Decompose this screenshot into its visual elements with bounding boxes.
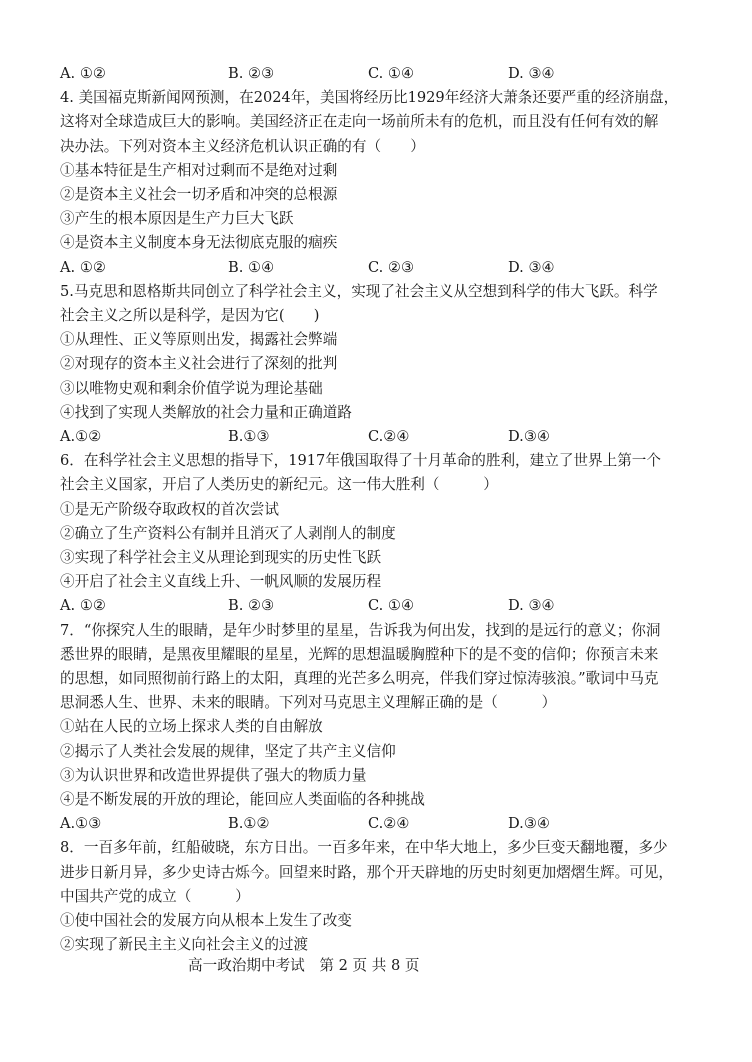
- option-a: A.①③: [60, 815, 102, 833]
- statement-item: ②对现存的资本主义社会进行了深刻的批判: [60, 355, 338, 373]
- statement-item: ①站在人民的立场上探求人类的自由解放: [60, 718, 323, 736]
- question-stem-line: 5.马克思和恩格斯共同创立了科学社会主义，实现了社会主义从空想到科学的伟大飞跃。科学: [60, 282, 658, 300]
- options-row: [60, 594, 710, 618]
- statement-item: ②实现了新民主主义向社会主义的过渡: [60, 936, 309, 954]
- footer-text: 高一政治期中考试 第 2 页 共 8 页: [188, 957, 420, 974]
- option-d: D.③④: [508, 428, 550, 446]
- option-a: A.①②: [60, 428, 102, 446]
- statement-item: ④找到了实现人类解放的社会力量和正确道路: [60, 403, 352, 421]
- option-a: A. ①②: [60, 597, 106, 615]
- option-c: C.②④: [368, 428, 410, 446]
- statement-item: ②确立了生产资料公有制并且消灭了人剥削人的制度: [60, 524, 396, 542]
- statement-item: ④是不断发展的开放的理论，能回应人类面临的各种挑战: [60, 791, 425, 809]
- option-c: C. ②③: [368, 258, 415, 276]
- question-block: [60, 86, 710, 280]
- statement-item: ④是资本主义制度本身无法彻底克服的痼疾: [60, 234, 338, 252]
- option-b: B. ②③: [228, 65, 275, 82]
- option-c: C. ①④: [368, 597, 415, 615]
- option-b: B.①②: [228, 815, 270, 833]
- statement-item: ①是无产阶级夺取政权的首次尝试: [60, 500, 279, 518]
- options-row: [60, 62, 710, 86]
- statement-item: ②揭示了人类社会发展的规律，坚定了共产主义信仰: [60, 742, 396, 760]
- question-stem-line: 社会主义之所以是科学，是因为它( ): [60, 307, 320, 324]
- question-stem-line: 思洞悉人生、世界、未来的眼睛。下列对马克思主义理解正确的是（ ）: [60, 694, 557, 712]
- option-d: D.③④: [508, 815, 550, 833]
- option-d: D. ③④: [508, 597, 555, 615]
- option-d: D. ③④: [508, 65, 555, 82]
- option-a: A. ①②: [60, 65, 106, 82]
- option-a: A. ①②: [60, 258, 106, 276]
- question-block: [60, 280, 710, 449]
- options-row: [60, 812, 710, 836]
- option-b: B.①③: [228, 428, 270, 446]
- statement-item: ①从理性、正义等原则出发，揭露社会弊端: [60, 331, 338, 349]
- question-stem-line: 4. 美国福克斯新闻网预测，在2024年，美国将经历比1929年经济大萧条还要严重的经济崩盘，: [60, 89, 679, 107]
- statement-item: ②是资本主义社会一切矛盾和冲突的总根源: [60, 186, 338, 203]
- question-stem-line: 8．一百多年前，红船破晓，东方日出。一百多年来，在中华大地上，多少巨变天翻地覆，多少: [60, 839, 668, 857]
- question-stem-line: 6．在科学社会主义思想的指导下，1917年俄国取得了十月革命的胜利，建立了世界上第一个: [60, 452, 661, 470]
- option-d: D. ③④: [508, 258, 555, 276]
- question-block: [60, 836, 710, 957]
- statement-item: ③以唯物史观和剩余价值学说为理论基础: [60, 379, 323, 397]
- question-block: [60, 449, 710, 618]
- exam-content: [60, 62, 710, 957]
- option-c: C.②④: [368, 815, 410, 833]
- statement-item: ③实现了科学社会主义从理论到现实的历史性飞跃: [60, 549, 382, 567]
- question-stem-line: 悉世界的眼睛，是黑夜里耀眼的星星，光辉的思想温暖胸膛种下的是不变的信仰；你预言未来: [60, 645, 659, 663]
- question-stem-line: 决办法。下列对资本主义经济危机认识正确的有（ ）: [60, 137, 425, 155]
- question-stem-line: 中国共产党的成立（ ）: [60, 887, 250, 905]
- option-c: C. ①④: [368, 65, 415, 82]
- statement-item: ④开启了社会主义直线上升、一帆风顺的发展历程: [60, 573, 382, 591]
- option-b: B. ①④: [228, 258, 275, 276]
- question-stem-line: 的思想，如同照彻前行路上的太阳，真理的光芒多么明亮，伴我们穿过惊涛骇浪。”歌词中马克: [60, 670, 659, 688]
- question-stem-line: 这将对全球造成巨大的影响。美国经济正在走向一场前所未有的危机，而且没有任何有效的解: [60, 113, 659, 131]
- question-stem-line: 社会主义国家，开启了人类历史的新纪元。这一伟大胜利（ ）: [60, 476, 498, 494]
- statement-item: ①基本特征是生产相对过剩而不是绝对过剩: [60, 161, 338, 179]
- question-stem-line: 7．“你探究人生的眼睛，是年少时梦里的星星，告诉我为何出发，找到的是远行的意义；你洞: [60, 621, 661, 639]
- option-b: B. ②③: [228, 597, 275, 615]
- statement-item: ③产生的根本原因是生产力巨大飞跃: [60, 210, 294, 228]
- question-stem-line: 进步日新月异，多少史诗古烁今。回望来时路，那个开天辟地的历史时刻更加熠熠生辉。可见，: [60, 863, 673, 881]
- options-row: [60, 425, 710, 449]
- statement-item: ①使中国社会的发展方向从根本上发生了改变: [60, 912, 352, 930]
- statement-item: ③为认识世界和改造世界提供了强大的物质力量: [60, 766, 367, 784]
- question-block: [60, 619, 710, 837]
- options-row: [60, 256, 710, 280]
